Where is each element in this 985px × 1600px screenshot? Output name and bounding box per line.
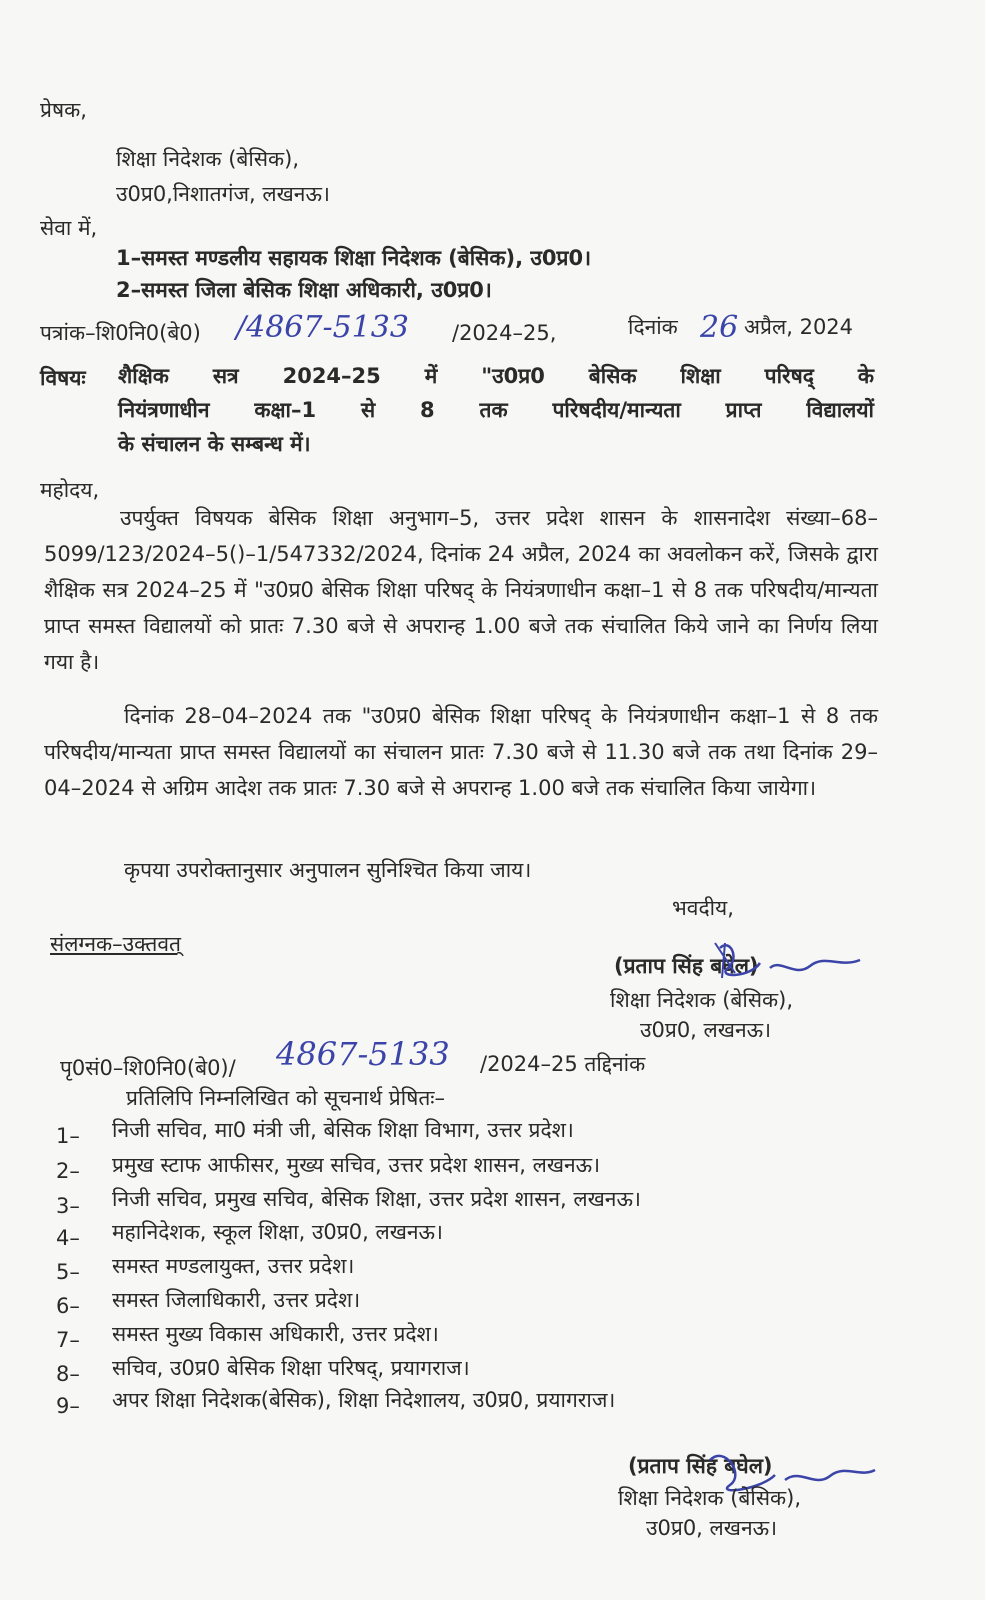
enclosure: संलग्नक–उक्तवत्: [50, 932, 181, 956]
copy-item-number: 7–: [56, 1328, 80, 1352]
reference-suffix: /2024–25,: [452, 321, 557, 345]
signatory-title: शिक्षा निदेशक (बेसिक),: [618, 1486, 802, 1510]
copy-item-number: 9–: [56, 1394, 80, 1418]
closing: भवदीय,: [672, 896, 734, 920]
salutation: महोदय,: [40, 478, 100, 502]
sender-label: प्रेषक,: [40, 98, 87, 122]
signatory-title: शिक्षा निदेशक (बेसिक),: [610, 988, 794, 1012]
reference-date-label: दिनांक: [628, 315, 678, 339]
sender-name: शिक्षा निदेशक (बेसिक),: [116, 147, 300, 171]
copy-item-text: समस्त जिलाधिकारी, उत्तर प्रदेश।: [112, 1288, 361, 1312]
signatory-place: उ0प्र0, लखनऊ।: [646, 1516, 778, 1540]
recipient-item: 2–समस्त जिला बेसिक शिक्षा अधिकारी, उ0प्र0।: [116, 278, 492, 302]
sender-address: उ0प्र0,निशातगंज, लखनऊ।: [116, 182, 330, 206]
copy-item-number: 4–: [56, 1226, 80, 1250]
copy-item-text: समस्त मुख्य विकास अधिकारी, उत्तर प्रदेश।: [112, 1322, 439, 1346]
reference-prefix: पत्रांक–शि0नि0(बे0): [40, 321, 201, 345]
subject-line-2: नियंत्रणाधीन कक्षा–1 से 8 तक परिषदीय/मान्यता प्राप्त विद्यालयों: [118, 398, 874, 422]
reference-date-handwritten: 26: [700, 310, 739, 345]
copy-item-number: 1–: [56, 1124, 80, 1148]
copy-item-text: महानिदेशक, स्कूल शिक्षा, उ0प्र0, लखनऊ।: [112, 1220, 443, 1244]
subject-label: विषयः: [40, 366, 86, 390]
recipients-label: सेवा में,: [40, 216, 98, 240]
signatory-name: (प्रताप सिंह बघेल): [628, 1454, 773, 1478]
subject-line-3: के संचालन के सम्बन्ध में।: [118, 432, 311, 456]
copy-item-text: समस्त मण्डलायुक्त, उत्तर प्रदेश।: [112, 1254, 355, 1278]
recipient-item: 1–समस्त मण्डलीय सहायक शिक्षा निदेशक (बेसिक), उ0प्र0।: [116, 246, 592, 270]
copy-item-text: अपर शिक्षा निदेशक(बेसिक), शिक्षा निदेशालय, उ0प्र0, प्रयागराज।: [112, 1388, 616, 1412]
copy-item-number: 3–: [56, 1194, 80, 1218]
body-paragraph-1: उपर्युक्त विषयक बेसिक शिक्षा अनुभाग–5, उत्तर प्रदेश शासन के शासनादेश संख्या–68–5099/123/2024–5()–1/547332/2024, दिनांक 24 अप्रैल, 2024 का अवलोकन करें, जिसके द्वारा शैक्षिक सत्र 2024–25 में "उ0प्र0 बेसिक शिक्षा परिषद् के नियंत्रणाधीन कक्षा–1 से 8 तक परिषदीय/मान्यता प्राप्त समस्त विद्यालयों को प्रातः 7.30 बजे से अपरान्ह 1.00 बजे तक संचालित किये जाने का निर्णय लिया गया है।: [44, 506, 878, 674]
copy-reference-prefix: पृ0सं0–शि0नि0(बे0)/: [60, 1056, 236, 1080]
copy-reference-number-handwritten: 4867-5133: [276, 1035, 450, 1073]
body-paragraph-2: दिनांक 28–04–2024 तक "उ0प्र0 बेसिक शिक्षा परिषद् के नियंत्रणाधीन कक्षा–1 से 8 तक परिषदीय/मान्यता प्राप्त समस्त विद्यालयों का संचालन प्रातः 7.30 बजे से 11.30 बजे तक तथा दिनांक 29–04–2024 से अग्रिम आदेश तक प्रातः 7.30 बजे से अपरान्ह 1.00 बजे तक संचालित किया जायेगा।: [44, 704, 878, 800]
copy-item-number: 5–: [56, 1260, 80, 1284]
subject-line-1: शैक्षिक सत्र 2024–25 में "उ0प्र0 बेसिक शिक्षा परिषद् के: [118, 364, 874, 388]
signatory-place: उ0प्र0, लखनऊ।: [640, 1018, 772, 1042]
copy-intro: प्रतिलिपि निम्नलिखित को सूचनार्थ प्रेषितः–: [126, 1086, 446, 1110]
copy-item-text: प्रमुख स्टाफ आफीसर, मुख्य सचिव, उत्तर प्रदेश शासन, लखनऊ।: [112, 1153, 601, 1177]
copy-item-text: निजी सचिव, प्रमुख सचिव, बेसिक शिक्षा, उत्तर प्रदेश शासन, लखनऊ।: [112, 1187, 641, 1211]
reference-number-handwritten: /4867-5133: [236, 310, 409, 345]
copy-item-number: 6–: [56, 1294, 80, 1318]
copy-reference-suffix: /2024–25 तद्दिनांक: [480, 1052, 646, 1076]
copy-item-text: सचिव, उ0प्र0 बेसिक शिक्षा परिषद्, प्रयागराज।: [112, 1356, 470, 1380]
copy-item-number: 8–: [56, 1362, 80, 1386]
body-paragraph-3: कृपया उपरोक्तानुसार अनुपालन सुनिश्चित किया जाय।: [124, 858, 532, 882]
reference-date-rest: अप्रैल, 2024: [744, 315, 854, 339]
signatory-name: (प्रताप सिंह बघेल): [614, 954, 759, 978]
copy-item-text: निजी सचिव, मा0 मंत्री जी, बेसिक शिक्षा विभाग, उत्तर प्रदेश।: [112, 1118, 574, 1142]
copy-item-number: 2–: [56, 1159, 80, 1183]
